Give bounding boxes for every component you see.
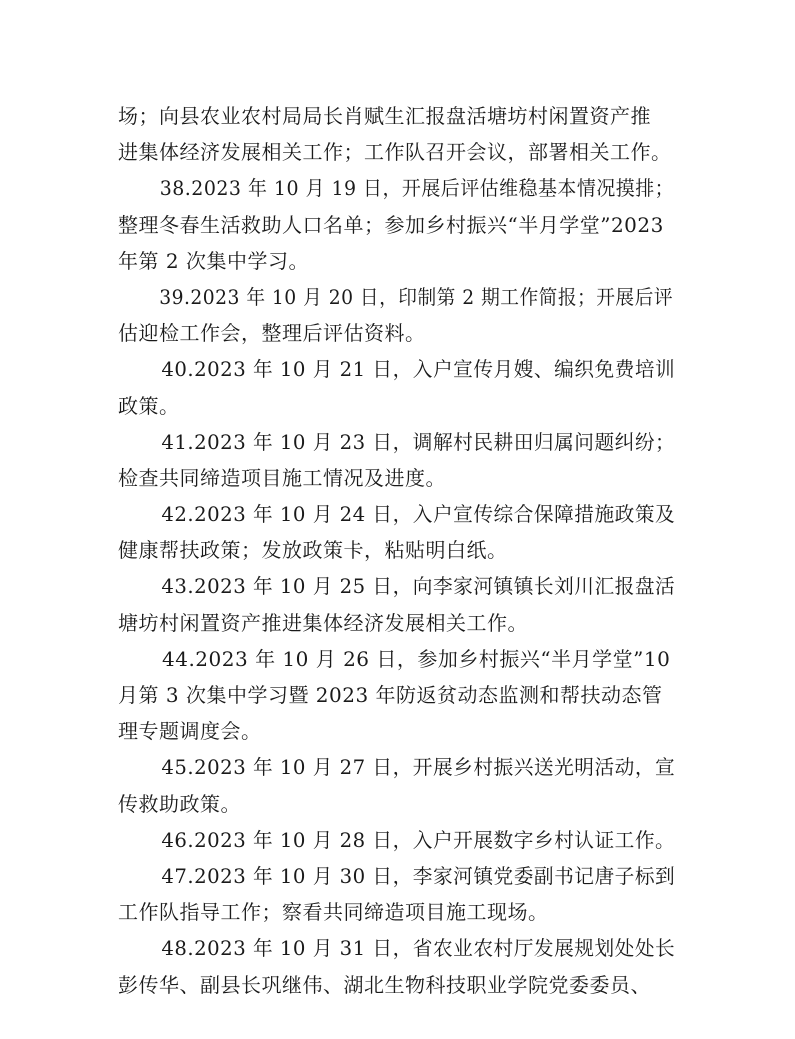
text-line: 彭传华、副县长巩继伟、湖北生物科技职业学院党委委员、 xyxy=(118,972,651,997)
text-line: 政策。 xyxy=(118,393,180,418)
text-line: 检查共同缔造项目施工情况及进度。 xyxy=(118,465,446,490)
text-line: 月第 3 次集中学习暨 2023 年防返贫动态监测和帮扶动态管 xyxy=(118,683,663,707)
text-line: 健康帮扶政策；发放政策卡，粘贴明白纸。 xyxy=(118,538,508,563)
text-line: 年第 2 次集中学习。 xyxy=(118,248,309,273)
text-line: 理专题调度会。 xyxy=(118,719,262,744)
text-line: 传救助政策。 xyxy=(118,791,241,816)
text-line: 塘坊村闲置资产推进集体经济发展相关工作。 xyxy=(118,610,528,635)
text-line: 42.2023 年 10 月 24 日，入户宣传综合保障措施政策及 xyxy=(161,502,676,527)
text-line: 44.2023 年 10 月 26 日，参加乡村振兴“半月学堂”10 xyxy=(162,646,671,671)
text-line: 40.2023 年 10 月 21 日，入户宣传月嫂、编织免费培训 xyxy=(161,357,676,382)
text-line: 43.2023 年 10 月 25 日，向李家河镇镇长刘川汇报盘活 xyxy=(161,574,676,599)
text-line: 场；向县农业农村局局长肖赋生汇报盘活塘坊村闲置资产推 xyxy=(118,104,651,128)
text-line: 47.2023 年 10 月 30 日，李家河镇党委副书记唐子标到 xyxy=(161,863,676,888)
text-line: 48.2023 年 10 月 31 日，省农业农村厅发展规划处处长 xyxy=(161,936,676,961)
text-line: 39.2023 年 10 月 20 日，印制第 2 期工作简报；开展后评 xyxy=(159,284,674,309)
text-line: 46.2023 年 10 月 28 日，入户开展数字乡村认证工作。 xyxy=(161,827,676,852)
text-line: 估迎检工作会，整理后评估资料。 xyxy=(118,321,426,346)
text-line: 41.2023 年 10 月 23 日，调解村民耕田归属问题纠纷； xyxy=(161,429,676,454)
text-line: 整理冬春生活救助人口名单；参加乡村振兴“半月学堂”2023 xyxy=(118,212,664,237)
text-line: 45.2023 年 10 月 27 日，开展乡村振兴送光明活动，宣 xyxy=(161,755,676,780)
text-line: 进集体经济发展相关工作；工作队召开会议，部署相关工作。 xyxy=(118,140,672,165)
document-body xyxy=(118,98,676,1003)
text-line: 38.2023 年 10 月 19 日，开展后评估维稳基本情况摸排； xyxy=(159,176,675,201)
text-line: 工作队指导工作；察看共同缔造项目施工现场。 xyxy=(118,900,549,925)
